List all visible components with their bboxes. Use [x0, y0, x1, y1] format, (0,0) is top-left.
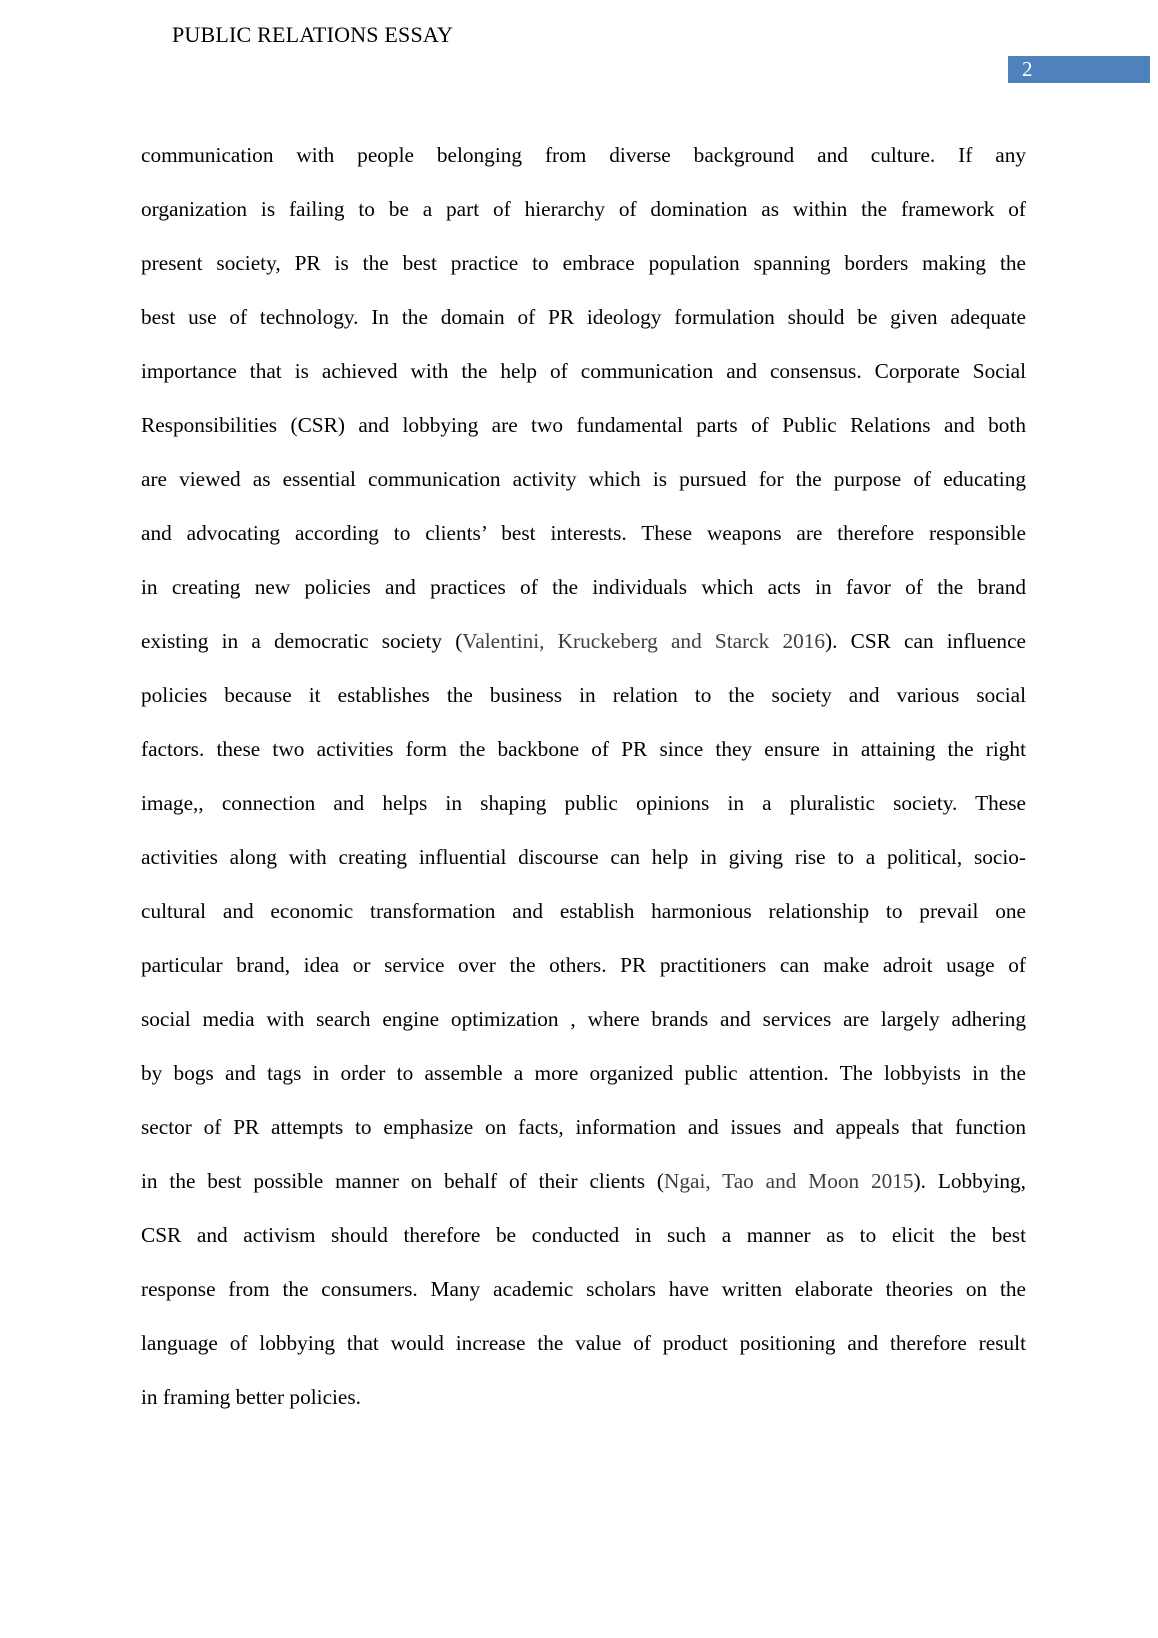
text-line	[141, 452, 1026, 506]
text-segment: best use of technology. In the domain of PR ideology formulation should be given adequate	[141, 305, 1026, 329]
text-segment: activities along with creating influential discourse can help in giving rise to a political, socio-	[141, 845, 1026, 869]
text-line	[141, 1316, 1026, 1370]
text-line	[141, 614, 1026, 668]
text-line	[141, 938, 1026, 992]
text-segment: sector of PR attempts to emphasize on facts, information and issues and appeals that function	[141, 1115, 1026, 1139]
page-number: 2	[1022, 57, 1033, 81]
text-segment: CSR and activism should therefore be conducted in such a manner as to elicit the best	[141, 1223, 1026, 1247]
text-segment: social media with search engine optimization , where brands and services are largely adhering	[141, 1007, 1026, 1031]
text-line	[141, 506, 1026, 560]
text-segment: particular brand, idea or service over the others. PR practitioners can make adroit usage of	[141, 953, 1026, 977]
text-line	[141, 1046, 1026, 1100]
text-segment: ). Lobbying,	[913, 1169, 1026, 1193]
text-line	[141, 344, 1026, 398]
text-segment: language of lobbying that would increase the value of product positioning and therefore result	[141, 1331, 1026, 1355]
text-segment: by bogs and tags in order to assemble a more organized public attention. The lobbyists in the	[141, 1061, 1026, 1085]
body-paragraph	[141, 128, 1026, 1424]
text-segment: in the best possible manner on behalf of their clients (	[141, 1169, 664, 1193]
text-segment: image,, connection and helps in shaping public opinions in a pluralistic society. These	[141, 791, 1026, 815]
running-head: PUBLIC RELATIONS ESSAY	[172, 22, 454, 47]
citation: Ngai, Tao and Moon 2015	[664, 1169, 914, 1193]
text-line	[141, 1208, 1026, 1262]
text-line	[141, 1262, 1026, 1316]
text-segment: existing in a democratic society (	[141, 629, 463, 653]
text-line	[141, 290, 1026, 344]
text-line	[141, 830, 1026, 884]
text-line	[141, 1154, 1026, 1208]
text-segment: in creating new policies and practices of the individuals which acts in favor of the brand	[141, 575, 1026, 599]
text-line	[141, 776, 1026, 830]
text-segment: organization is failing to be a part of hierarchy of domination as within the framework of	[141, 197, 1026, 221]
text-line	[141, 182, 1026, 236]
text-line	[141, 128, 1026, 182]
text-line	[141, 560, 1026, 614]
text-segment: Responsibilities (CSR) and lobbying are two fundamental parts of Public Relations and both	[141, 413, 1026, 437]
text-segment: are viewed as essential communication activity which is pursued for the purpose of educating	[141, 467, 1026, 491]
text-segment: and advocating according to clients’ best interests. These weapons are therefore responsible	[141, 521, 1026, 545]
text-segment: communication with people belonging from diverse background and culture. If any	[141, 143, 1026, 167]
text-line	[141, 398, 1026, 452]
text-line	[141, 992, 1026, 1046]
text-line	[141, 722, 1026, 776]
text-segment: response from the consumers. Many academic scholars have written elaborate theories on the	[141, 1277, 1026, 1301]
text-segment: factors. these two activities form the backbone of PR since they ensure in attaining the right	[141, 737, 1026, 761]
text-line	[141, 884, 1026, 938]
text-segment: present society, PR is the best practice to embrace population spanning borders making the	[141, 251, 1026, 275]
page-number-bar	[1008, 56, 1150, 83]
text-segment: ). CSR can influence	[825, 629, 1026, 653]
text-segment: in framing better policies.	[141, 1385, 361, 1409]
citation: Valentini, Kruckeberg and Starck 2016	[462, 629, 826, 653]
text-line	[141, 1100, 1026, 1154]
text-segment: policies because it establishes the business in relation to the society and various social	[141, 683, 1026, 707]
text-segment: importance that is achieved with the help of communication and consensus. Corporate Social	[141, 359, 1026, 383]
text-line	[141, 236, 1026, 290]
text-segment: cultural and economic transformation and establish harmonious relationship to prevail one	[141, 899, 1026, 923]
text-line	[141, 668, 1026, 722]
text-line	[141, 1370, 1026, 1424]
